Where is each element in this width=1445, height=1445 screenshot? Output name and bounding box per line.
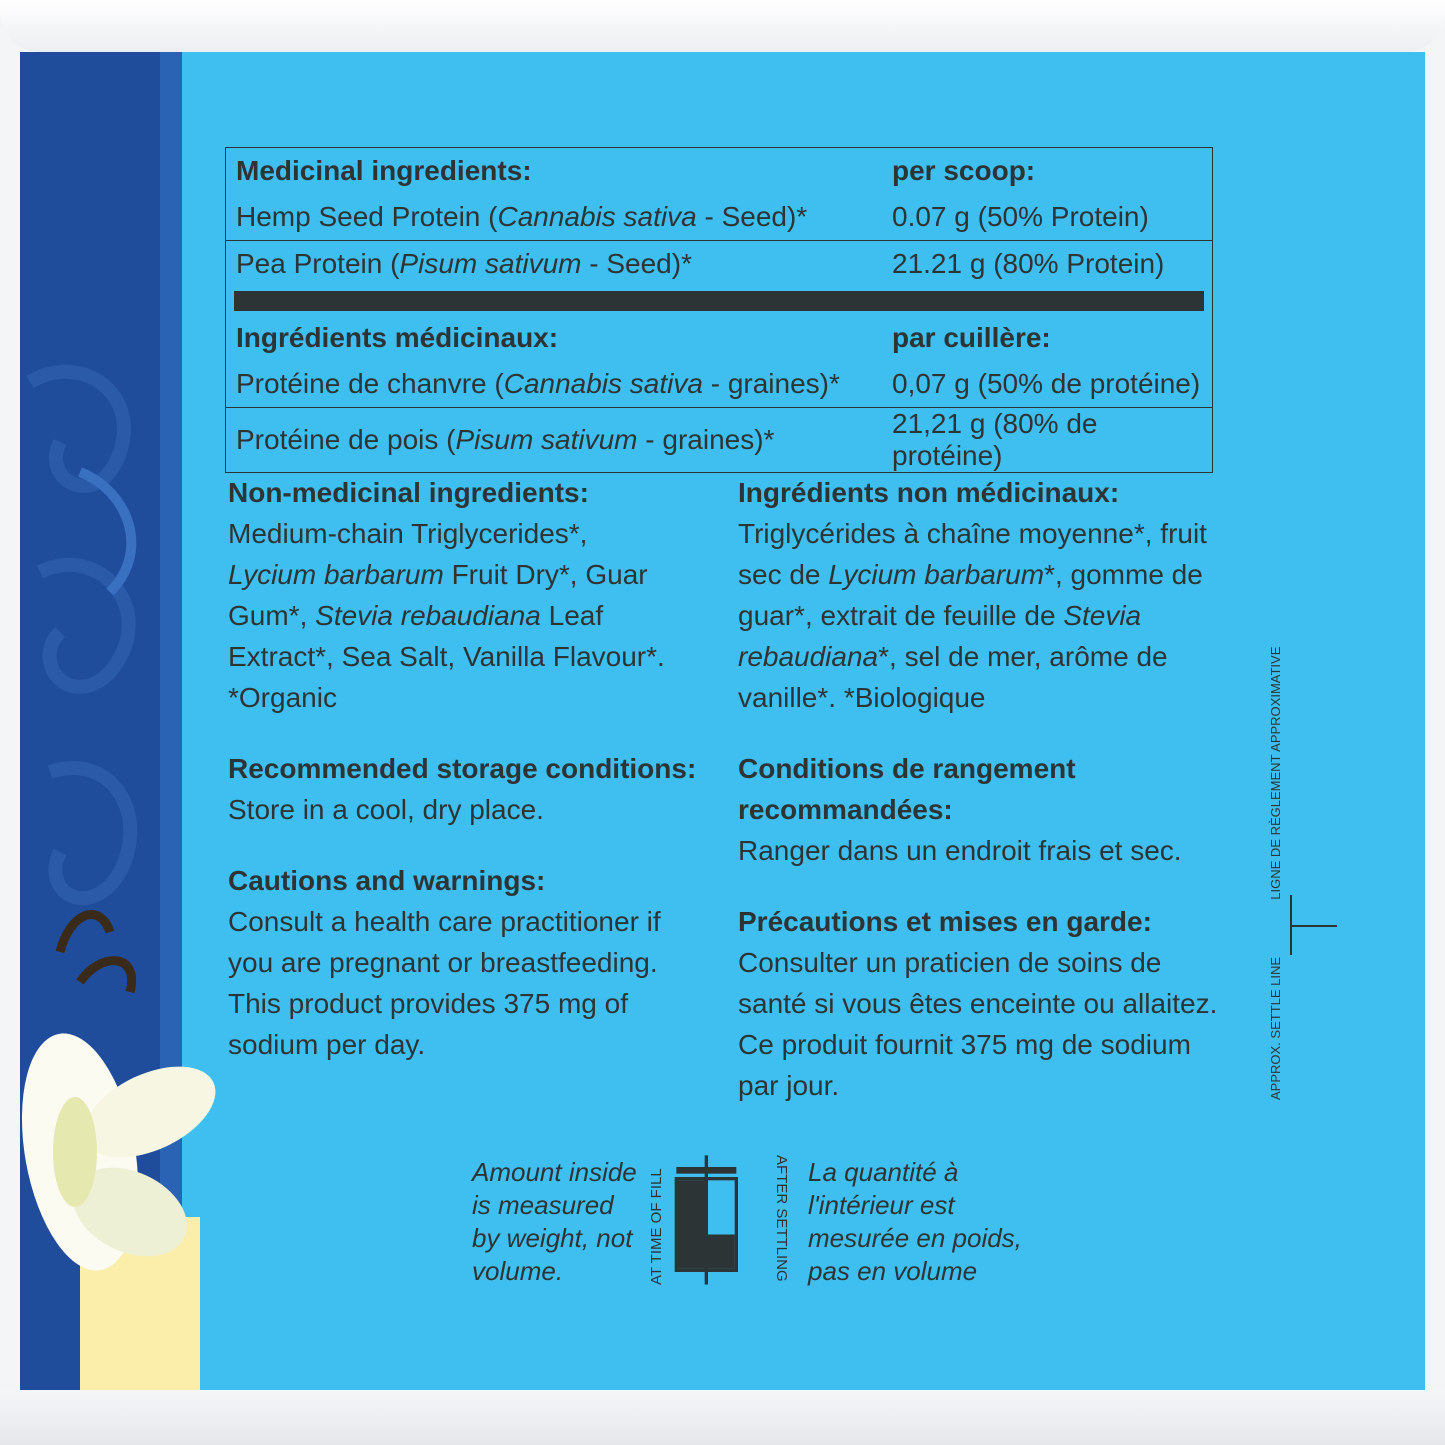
medicinal-fr-title: Ingrédients médicinaux:: [236, 322, 559, 353]
table-divider: [226, 287, 1213, 315]
storage-en-title: Recommended storage conditions:: [228, 753, 697, 784]
vanilla-flower-image: [20, 892, 240, 1312]
medicinal-en-title: Medicinal ingredients:: [236, 155, 532, 186]
fill-note-fr: La quantité à l'intérieur est mesurée en poids, pas en volume: [808, 1157, 1022, 1286]
container-base: [0, 1390, 1445, 1445]
french-column: Ingrédients non médicinaux: Triglycérides à chaîne moyenne*, fruit sec de Lycium barbarum*, gomme de guar*, extrait de feuille de Stevia rebaudiana*, sel de mer, arôme de vanille*. *Biologique Conditions de rangement recommandées: Ranger dans un endroit frais et sec. Précautions et mises en garde: Consulter un praticien de soins de santé si vous êtes enceinte ou allaitez. Ce produit fournit 375 mg de sodium par jour.: [738, 477, 1218, 1101]
settle-fr: LIGNE DE RÈGLEMENT APPROXIMATIVE: [1268, 646, 1283, 900]
container-lid: [0, 0, 1445, 52]
table-row: Protéine de chanvre (Cannabis sativa - graines)* 0,07 g (50% de protéine): [236, 368, 1201, 399]
table-row: Protéine de pois (Pisum sativum - graines)* 21,21 g (80% de protéine): [226, 408, 1213, 473]
settle-line-marker: [1262, 630, 1342, 1110]
medicinal-en-per: per scoop:: [892, 155, 1036, 186]
cautions-fr-title: Précautions et mises en garde:: [738, 906, 1152, 937]
after-settling-label: AFTER SETTLING: [773, 1155, 790, 1282]
english-column: Non-medicinal ingredients: Medium-chain Triglycerides*, Lycium barbarum Fruit Dry*, Guar Gum*, Stevia rebaudiana Leaf Extract*, Sea Salt, Vanilla Flavour*. *Organic Recommended storage conditions: Store in a cool, dry place. Cautions and warnings: Consult a health care practitioner if you are pregnant or breastfeeding. This product provides 375 mg of sodium per day.: [228, 477, 697, 1060]
cautions-en-title: Cautions and warnings:: [228, 865, 546, 896]
table-row: Pea Protein (Pisum sativum - Seed)* 21.21 g (80% Protein): [226, 241, 1213, 288]
fill-note-en: Amount inside is measured by weight, not volume.: [472, 1157, 637, 1286]
nonmed-en-title: Non-medicinal ingredients:: [228, 477, 589, 508]
jar-fill-icon: [668, 1142, 768, 1302]
medicinal-fr-per: par cuillère:: [892, 322, 1051, 353]
table-row: Hemp Seed Protein (Cannabis sativa - Seed)* 0.07 g (50% Protein): [236, 201, 1149, 232]
storage-fr-title: Conditions de rangement recommandées:: [738, 753, 1076, 825]
nonmed-fr-title: Ingrédients non médicinaux:: [738, 477, 1120, 508]
fill-time-label: AT TIME OF FILL: [648, 1168, 665, 1285]
medicinal-ingredients-table: [225, 147, 1213, 473]
settle-en: APPROX. SETTLE LINE: [1268, 956, 1283, 1100]
